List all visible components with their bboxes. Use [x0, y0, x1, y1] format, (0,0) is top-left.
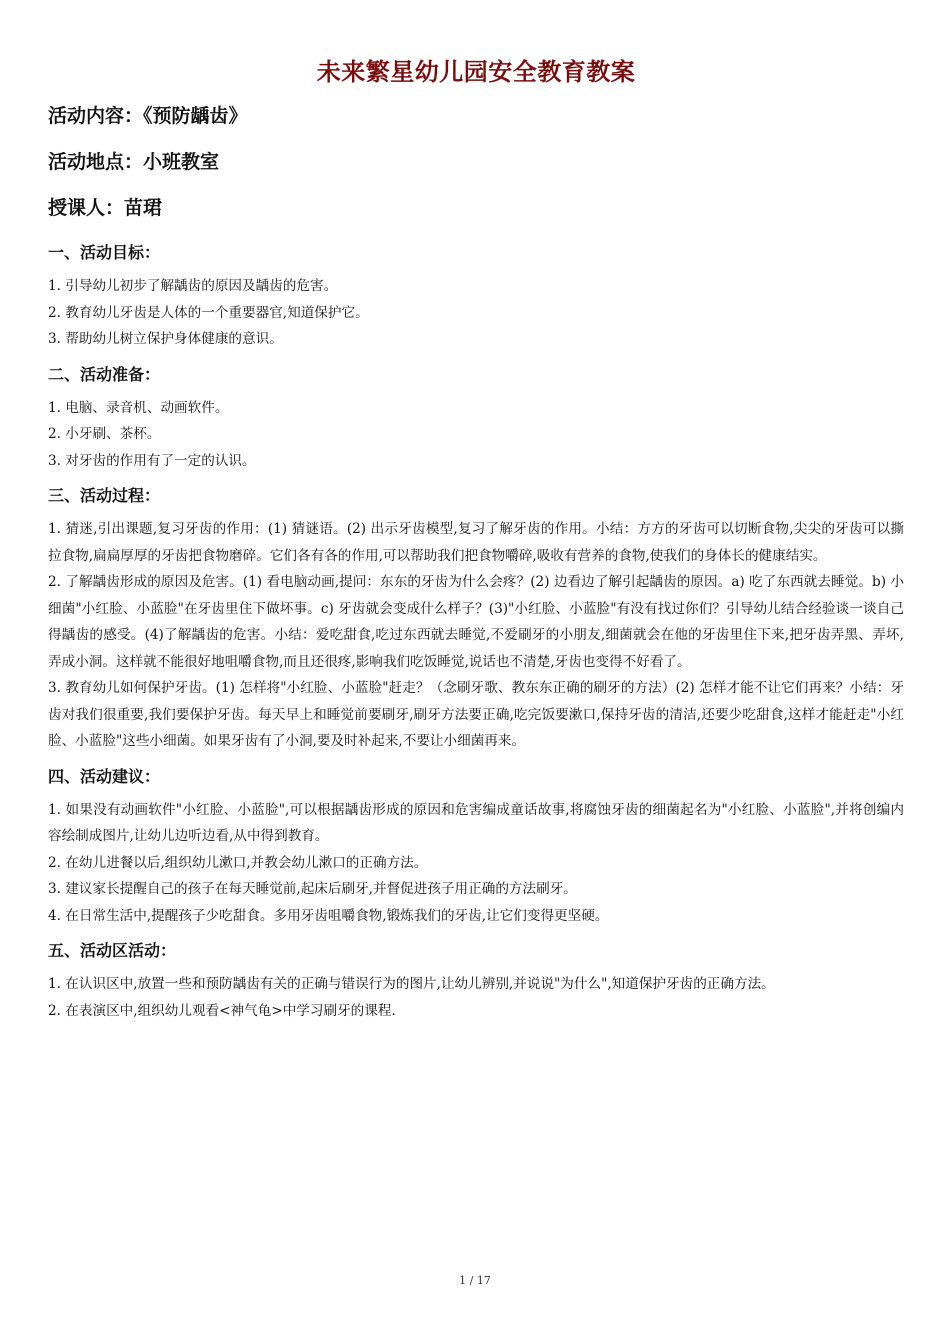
page-number: 1 / 17 [459, 1274, 491, 1287]
activity-location: 活动地点：小班教室 [48, 151, 220, 173]
list-item: 3. 对牙齿的作用有了一定的认识。 [48, 452, 256, 469]
list-item: 2. 教育幼儿牙齿是人体的一个重要器官,知道保护它。 [48, 304, 369, 321]
list-item: 1. 电脑、录音机、动画软件。 [48, 399, 229, 416]
section-heading: 二、活动准备： [48, 364, 161, 384]
section-heading: 三、活动过程： [48, 486, 161, 505]
section-preparation [48, 363, 904, 475]
list-item: 3. 教育幼儿如何保护牙齿。(1) 怎样将"小红脸、小蓝脸"赶走？（念刷牙歌、教东东正确的刷牙的方法）(2) 怎样才能不让它们再来？小结：牙齿对我们很重要,我们要保护牙齿。每天早上和睡觉前要刷牙,刷牙方法要正确,吃完饭要漱口,保持牙齿的清洁,还要少吃甜食,这样才能赶走"小红脸、小蓝脸"这些小细菌。如果牙齿有了小洞,要及时补起来,不要让小细菌再来。 [48, 680, 904, 749]
section-heading: 五、活动区活动： [48, 941, 177, 960]
list-item: 4. 在日常生活中,提醒孩子少吃甜食。多用牙齿咀嚼食物,锻炼我们的牙齿,让它们变得更坚硬。 [48, 907, 609, 924]
document-title: 未来繁星幼儿园安全教育教案 [316, 58, 636, 86]
section-process [48, 484, 904, 755]
list-item: 1. 在认识区中,放置一些和预防龋齿有关的正确与错误行为的图片,让幼儿辨别,并说说"为什么",知道保护牙齿的正确方法。 [48, 976, 775, 992]
section-objectives [48, 241, 904, 353]
list-item: 2. 了解龋齿形成的原因及危害。(1) 看电脑动画,提问：东东的牙齿为什么会疼？(2) 边看边了解引起龋齿的原因。a) 吃了东西就去睡觉。b) 小细菌"小红脸、小蓝脸"在牙齿里住下做坏事。c) 牙齿就会变成什么样子？(3)"小红脸、小蓝脸"有没有找过你们？引导幼儿结合经验谈一谈自己得龋齿的感受。(4)了解龋齿的危害。小结：爱吃甜食,吃过东西就去睡觉,不爱刷牙的小朋友,细菌就会在他的牙齿里住下来,把牙齿弄黑、弄坏,弄成小洞。这样就不能很好地咀嚼食物,而且还很疼,影响我们吃饭睡觉,说话也不清楚,牙齿也变得不好看了。 [48, 574, 904, 670]
list-item: 3. 帮助幼儿树立保护身体健康的意识。 [48, 331, 283, 347]
list-item: 1. 如果没有动画软件"小红脸、小蓝脸",可以根据龋齿形成的原因和危害编成童话故事,将腐蚀牙齿的细菌起名为"小红脸、小蓝脸",并将创编内容绘制成图片,让幼儿边听边看,从中得到教育。 [48, 801, 904, 844]
teacher-name: 授课人：苗珺 [48, 197, 163, 219]
list-item: 2. 在表演区中,组织幼儿观看<神气龟>中学习刷牙的课程. [48, 1002, 396, 1019]
section-area-activities [48, 939, 904, 1024]
document-page [48, 52, 904, 1024]
list-item: 2. 小牙刷、茶杯。 [48, 426, 161, 442]
section-heading: 四、活动建议： [48, 766, 161, 786]
list-item: 2. 在幼儿进餐以后,组织幼儿漱口,并教会幼儿漱口的正确方法。 [48, 854, 428, 871]
list-item: 1. 猜迷,引出课题,复习牙齿的作用：(1) 猜谜语。(2) 出示牙齿模型,复习了解牙齿的作用。小结：方方的牙齿可以切断食物,尖尖的牙齿可以撕拉食物,扁扁厚厚的牙齿把食物磨碎。它们各有各的作用,可以帮助我们把食物嚼碎,吸收有营养的食物,使我们的身体长的健康结实。 [48, 521, 904, 564]
section-heading: 一、活动目标： [48, 243, 161, 262]
activity-content: 活动内容：《预防龋齿》 [48, 105, 248, 127]
section-suggestions [48, 765, 904, 930]
list-item: 3. 建议家长提醒自己的孩子在每天睡觉前,起床后刷牙,并督促进孩子用正确的方法刷牙。 [48, 881, 577, 897]
list-item: 1. 引导幼儿初步了解龋齿的原因及龋齿的危害。 [48, 278, 338, 294]
